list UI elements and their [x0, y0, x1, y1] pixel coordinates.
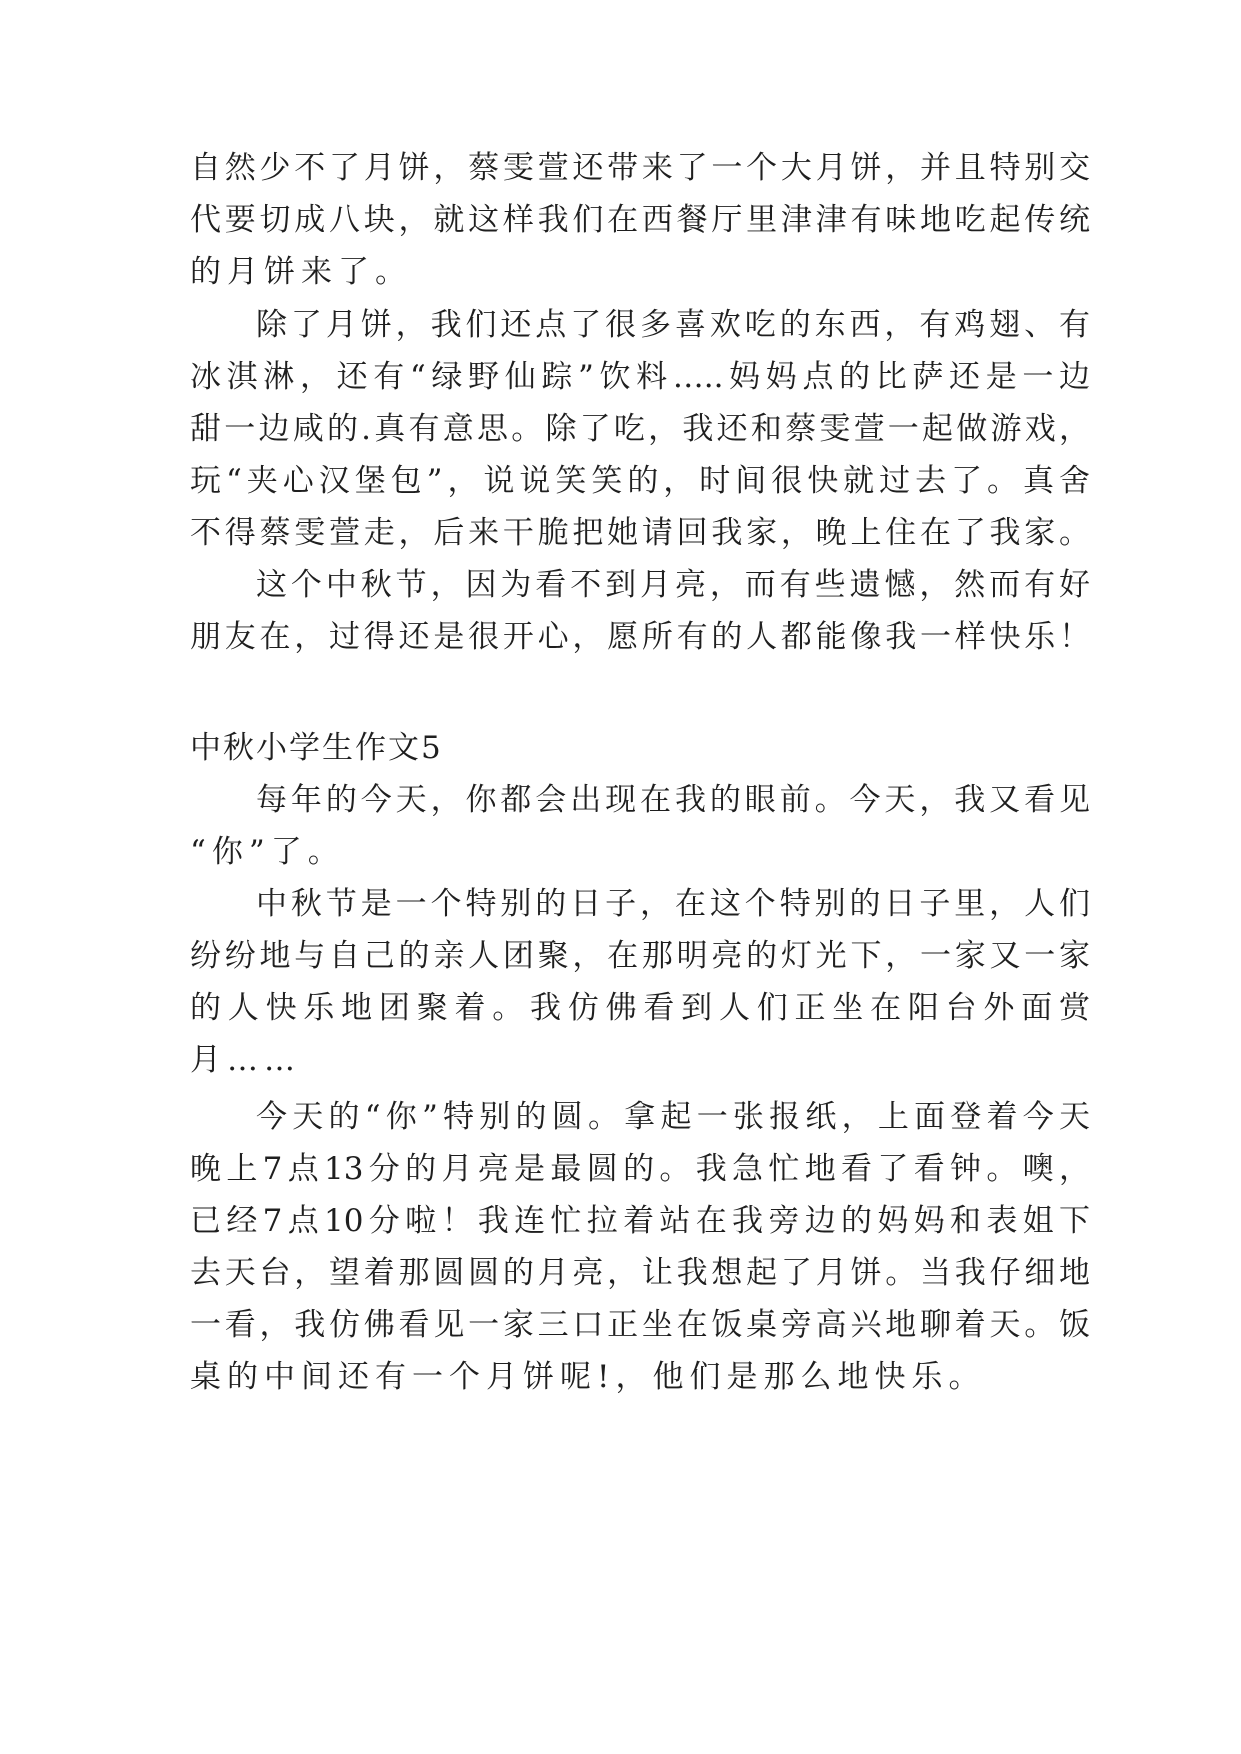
text-line: 今天的“你”特别的圆。拿起一张报纸，上面登着今天 — [256, 1099, 1090, 1135]
text-line: 的月饼来了。 — [190, 254, 412, 290]
text-line: 晚上7点13分的月亮是最圆的。我急忙地看了看钟。噢， — [190, 1151, 1090, 1187]
text-line: 不得蔡雯萱走，后来干脆把她请回我家，晚上住在了我家。 — [190, 515, 1090, 551]
text-line: 每年的今天，你都会出现在我的眼前。今天，我又看见 — [256, 782, 1090, 818]
text-line: 纷纷地与自己的亲人团聚，在那明亮的灯光下，一家又一家 — [190, 938, 1090, 974]
text-line: 月…… — [190, 1042, 301, 1078]
text-line: 一看，我仿佛看见一家三口正坐在饭桌旁高兴地聊着天。饭 — [190, 1307, 1090, 1343]
text-line: 的人快乐地团聚着。我仿佛看到人们正坐在阳台外面赏 — [190, 990, 1090, 1026]
text-line: 朋友在，过得还是很开心，愿所有的人都能像我一样快乐！ — [190, 619, 1090, 655]
text-line: 除了月饼，我们还点了很多喜欢吃的东西，有鸡翅、有 — [256, 307, 1090, 343]
text-line: 冰淇淋，还有“绿野仙踪”饮料…..妈妈点的比萨还是一边 — [190, 359, 1090, 395]
text-line: 代要切成八块，就这样我们在西餐厅里津津有味地吃起传统 — [190, 202, 1090, 238]
text-line: 去天台，望着那圆圆的月亮，让我想起了月饼。当我仔细地 — [190, 1255, 1090, 1291]
text-line: 桌的中间还有一个月饼呢!，他们是那么地快乐。 — [190, 1359, 986, 1395]
section-heading: 中秋小学生作文5 — [190, 730, 443, 766]
text-line: 自然少不了月饼，蔡雯萱还带来了一个大月饼，并且特别交 — [190, 150, 1090, 186]
text-line: 中秋节是一个特别的日子，在这个特别的日子里，人们 — [256, 886, 1090, 922]
text-line: 甜一边咸的.真有意思。除了吃，我还和蔡雯萱一起做游戏， — [190, 411, 1090, 447]
text-line: “你”了。 — [190, 834, 345, 870]
text-line: 已经7点10分啦！我连忙拉着站在我旁边的妈妈和表姐下 — [190, 1203, 1090, 1239]
text-line: 这个中秋节，因为看不到月亮，而有些遗憾，然而有好 — [256, 567, 1090, 603]
text-line: 玩“夹心汉堡包”，说说笑笑的，时间很快就过去了。真舍 — [190, 463, 1090, 499]
